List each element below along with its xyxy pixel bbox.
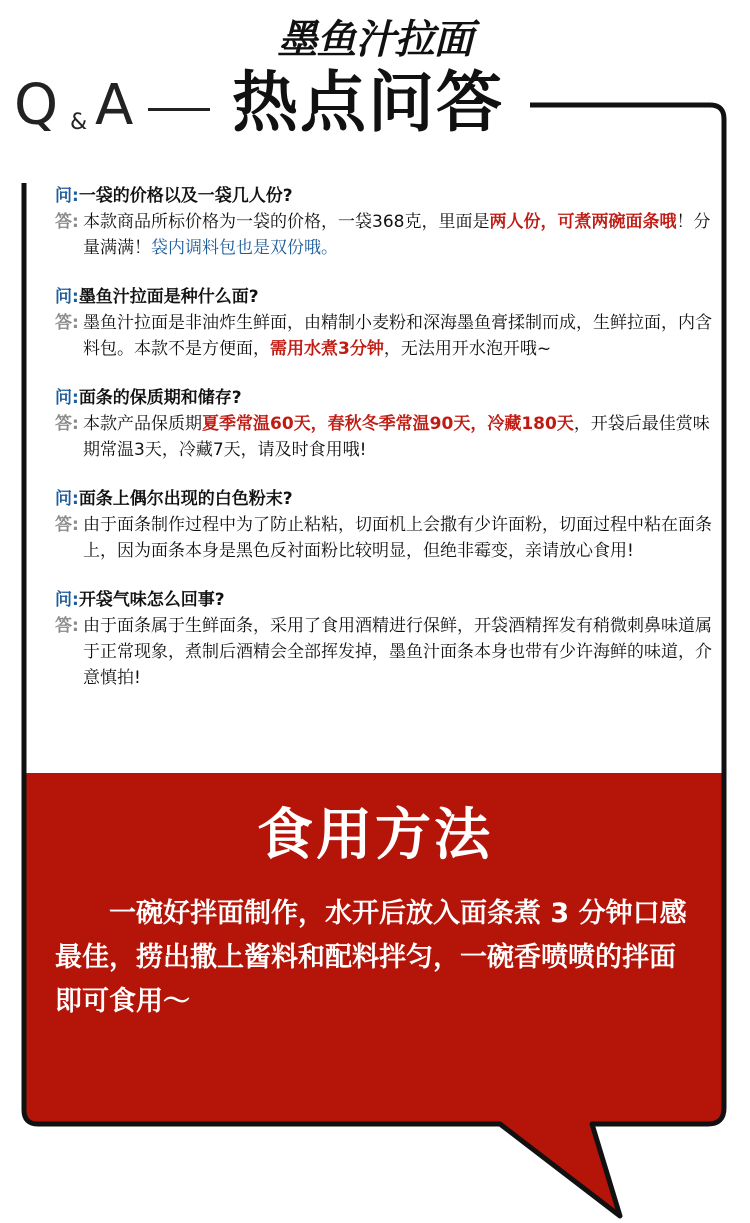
answer-prefix: 答: (55, 515, 79, 535)
answer-row (55, 613, 725, 691)
usage-title: 食用方法 (257, 803, 493, 868)
question-text: 面条上偶尔出现的白色粉末? (78, 489, 293, 509)
question-text: 面条的保质期和储存? (78, 388, 242, 408)
answer-prefix: 答: (55, 313, 79, 333)
answer-segment-normal: ，开袋后最佳赏味期常温3天，冷藏7天，请及时食用哦! (83, 414, 710, 460)
brand-logo: 墨鱼汁拉面 (277, 16, 473, 63)
qa-item (55, 385, 725, 463)
question-text: 开袋气味怎么回事? (78, 590, 225, 610)
usage-text: 一碗好拌面制作，水开后放入面条煮 3 分钟口感最佳，捞出撒上酱料和配料拌匀，一碗香喷喷的拌面即可食用～ (55, 898, 687, 1017)
page-title: 热点问答 (232, 64, 504, 141)
answer-segment-red: 夏季常温60天，春秋冬季常温90天，冷藏180天 (202, 414, 574, 434)
answer-segment-normal: 本款产品保质期 (83, 414, 202, 434)
answer-row (55, 310, 725, 362)
answer-prefix: 答: (55, 616, 79, 636)
question-prefix: 问: (55, 590, 79, 610)
qa-item (55, 284, 725, 362)
header-dash (148, 108, 210, 111)
answer-row (55, 411, 725, 463)
answer-text (83, 411, 717, 463)
question-line (55, 183, 725, 209)
answer-segment-normal: ，无法用开水泡开哦~ (383, 339, 552, 359)
question-text: 一袋的价格以及一袋几人份? (78, 186, 293, 206)
answer-row (55, 209, 725, 261)
answer-segment-normal: 本款商品所标价格为一袋的价格，一袋368克，里面是 (83, 212, 490, 232)
question-prefix: 问: (55, 287, 79, 307)
answer-segment-blue: 袋内调料包也是双份哦。 (151, 238, 338, 258)
question-text: 墨鱼汁拉面是种什么面? (78, 287, 259, 307)
qa-item (55, 587, 725, 691)
question-line (55, 486, 725, 512)
answer-segment-normal: 由于面条制作过程中为了防止粘粘，切面机上会撒有少许面粉，切面过程中粘在面条上，因为面条本身是黑色反衬面粉比较明显，但绝非霉变，亲请放心食用! (83, 515, 712, 561)
qa-list (55, 183, 725, 714)
answer-text (83, 613, 717, 691)
answer-row (55, 512, 725, 564)
answer-segment-normal: ！分量满满！ (83, 212, 711, 258)
question-line (55, 284, 725, 310)
answer-segment-normal: 墨鱼汁拉面是非油炸生鲜面，由精制小麦粉和深海墨鱼膏揉制而成，生鲜拉面，内含料包。本款不是方便面， (83, 313, 712, 359)
answer-segment-red: 两人份，可煮两碗面条哦 (489, 212, 677, 232)
answer-prefix: 答: (55, 212, 79, 232)
question-line (55, 587, 725, 613)
qa-letter-a: A (95, 73, 134, 138)
answer-text (83, 512, 717, 564)
qa-item (55, 183, 725, 261)
answer-text (83, 209, 717, 261)
qa-item (55, 486, 725, 564)
question-line (55, 385, 725, 411)
question-prefix: 问: (55, 489, 79, 509)
question-prefix: 问: (55, 388, 79, 408)
answer-prefix: 答: (55, 414, 79, 434)
answer-text (83, 310, 717, 362)
question-prefix: 问: (55, 186, 79, 206)
answer-segment-normal: 由于面条属于生鲜面条，采用了食用酒精进行保鲜，开袋酒精挥发有稍微刺鼻味道属于正常现象，煮制后酒精会全部挥发掉，墨鱼汁面条本身也带有少许海鲜的味道，介意慎拍! (83, 616, 712, 688)
qa-letter-q: Q (14, 73, 59, 138)
answer-segment-red: 需用水煮3分钟 (270, 339, 384, 359)
qa-ampersand: & (70, 110, 88, 135)
